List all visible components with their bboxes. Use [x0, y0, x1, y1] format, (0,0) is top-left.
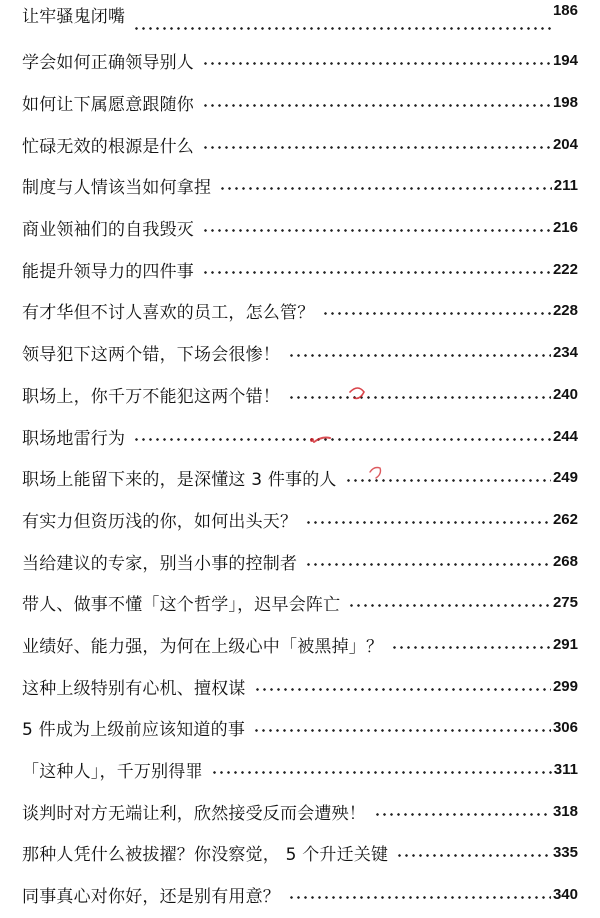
toc-entry[interactable] — [22, 457, 578, 499]
toc-entry-title: 5 件成为上级前应该知道的事 — [22, 720, 246, 741]
toc-entry-page: 234 — [552, 344, 578, 362]
toc-entry-page: 228 — [552, 302, 578, 320]
toc-entry-page: 240 — [552, 385, 578, 403]
dot-leader — [254, 688, 551, 691]
toc-entry-title: 谈判时对方无端让利，欣然接受反而会遭殃！ — [22, 803, 366, 824]
toc-entry-title: 职场上能留下来的，是深懂这 3 件事的人 — [22, 470, 337, 491]
toc-entry-title: 当给建议的专家，别当小事的控制者 — [22, 553, 298, 574]
toc-entry[interactable] — [22, 499, 578, 541]
toc-entry-page: 198 — [552, 94, 578, 112]
toc-entry-title: 能提升领导力的四件事 — [22, 261, 194, 282]
toc-entry-page: 204 — [552, 135, 578, 153]
toc-entry-title: 有实力但资历浅的你，如何出头天？ — [22, 511, 298, 532]
toc-entry-page: 262 — [552, 510, 578, 528]
toc-entry[interactable] — [22, 665, 578, 707]
toc-entry[interactable] — [22, 582, 578, 624]
toc-entry[interactable] — [22, 749, 578, 791]
toc-entry[interactable] — [22, 540, 578, 582]
dot-leader — [348, 604, 551, 607]
dot-leader — [374, 813, 551, 816]
dot-leader — [288, 396, 551, 399]
toc-entry-page: 194 — [552, 52, 578, 70]
toc-entry[interactable] — [22, 0, 578, 40]
toc-entry[interactable] — [22, 165, 578, 207]
toc-entry-page: 222 — [552, 260, 578, 278]
toc-entry[interactable] — [22, 374, 578, 416]
toc-entry-title: 忙碌无效的根源是什么 — [22, 136, 194, 157]
toc-entry[interactable] — [22, 832, 578, 874]
dot-leader — [202, 62, 551, 65]
toc-entry[interactable] — [22, 82, 578, 124]
toc-entry-title: 业绩好、能力强，为何在上级心中「被黑掉」？ — [22, 636, 384, 657]
toc-entry-title: 制度与人情该当如何拿捏 — [22, 178, 212, 199]
toc-entry-page: 291 — [552, 635, 578, 653]
toc-entry-title: 带人、做事不懂「这个哲学」，迟早会阵亡 — [22, 595, 341, 616]
dot-leader — [345, 479, 551, 482]
toc-entry-page: 335 — [552, 844, 578, 862]
toc-entry[interactable] — [22, 40, 578, 82]
toc-entry-title: 「这种人」，千万别得罪 — [22, 762, 203, 783]
dot-leader — [305, 521, 551, 524]
toc-entry-title: 职场地雷行为 — [22, 428, 126, 449]
dot-leader — [288, 896, 551, 899]
dot-leader — [219, 187, 552, 190]
toc-entry-page: 318 — [552, 802, 578, 820]
toc-entry-page: 186 — [552, 2, 578, 19]
toc-entry-page: 216 — [552, 219, 578, 237]
dot-leader — [322, 312, 551, 315]
toc-entry-title: 领导犯下这两个错，下场会很惨！ — [22, 345, 280, 366]
dot-leader — [202, 229, 551, 232]
toc-entry-title: 让牢骚鬼闭嘴 — [22, 7, 126, 27]
toc-entry[interactable] — [22, 290, 578, 332]
toc-entry-page: 249 — [552, 469, 578, 487]
toc-entry-title: 那种人凭什么被拔擢？你没察觉， 5 个升迁关键 — [22, 845, 389, 866]
dot-leader — [133, 438, 551, 441]
toc-entry-page: 268 — [552, 552, 578, 570]
toc-entry-title: 如何让下属愿意跟随你 — [22, 95, 194, 116]
dot-leader — [202, 104, 551, 107]
toc-entry[interactable] — [22, 248, 578, 290]
dot-leader — [133, 27, 551, 30]
toc-entry[interactable] — [22, 624, 578, 666]
toc-entry-title: 这种上级特别有心机、擅权谋 — [22, 678, 246, 699]
dot-leader — [396, 854, 551, 857]
toc-entry-page: 306 — [552, 719, 578, 737]
toc-entry-page: 211 — [553, 177, 578, 195]
toc-entry-title: 职场上，你千万不能犯这两个错！ — [22, 386, 280, 407]
dot-leader — [202, 271, 551, 274]
toc-entry[interactable] — [22, 874, 578, 916]
toc-entry[interactable] — [22, 707, 578, 749]
toc-entry[interactable] — [22, 207, 578, 249]
toc-entry-page: 311 — [553, 761, 578, 779]
toc-entry[interactable] — [22, 332, 578, 374]
toc-entry-page: 340 — [552, 886, 578, 904]
table-of-contents — [22, 0, 578, 915]
toc-entry-page: 244 — [552, 427, 578, 445]
toc-entry-title: 有才华但不讨人喜欢的员工，怎么管？ — [22, 303, 315, 324]
toc-entry-title: 商业领袖们的自我毁灭 — [22, 220, 194, 241]
toc-entry-page: 275 — [552, 594, 578, 612]
toc-entry-title: 学会如何正确领导别人 — [22, 53, 194, 74]
toc-entry-page: 299 — [552, 677, 578, 695]
toc-entry-title: 同事真心对你好，还是别有用意？ — [22, 887, 280, 908]
toc-entry[interactable] — [22, 123, 578, 165]
dot-leader — [211, 771, 552, 774]
dot-leader — [305, 563, 551, 566]
toc-entry[interactable] — [22, 790, 578, 832]
toc-entry[interactable] — [22, 415, 578, 457]
dot-leader — [288, 354, 551, 357]
dot-leader — [253, 729, 551, 732]
dot-leader — [202, 146, 551, 149]
dot-leader — [391, 646, 551, 649]
